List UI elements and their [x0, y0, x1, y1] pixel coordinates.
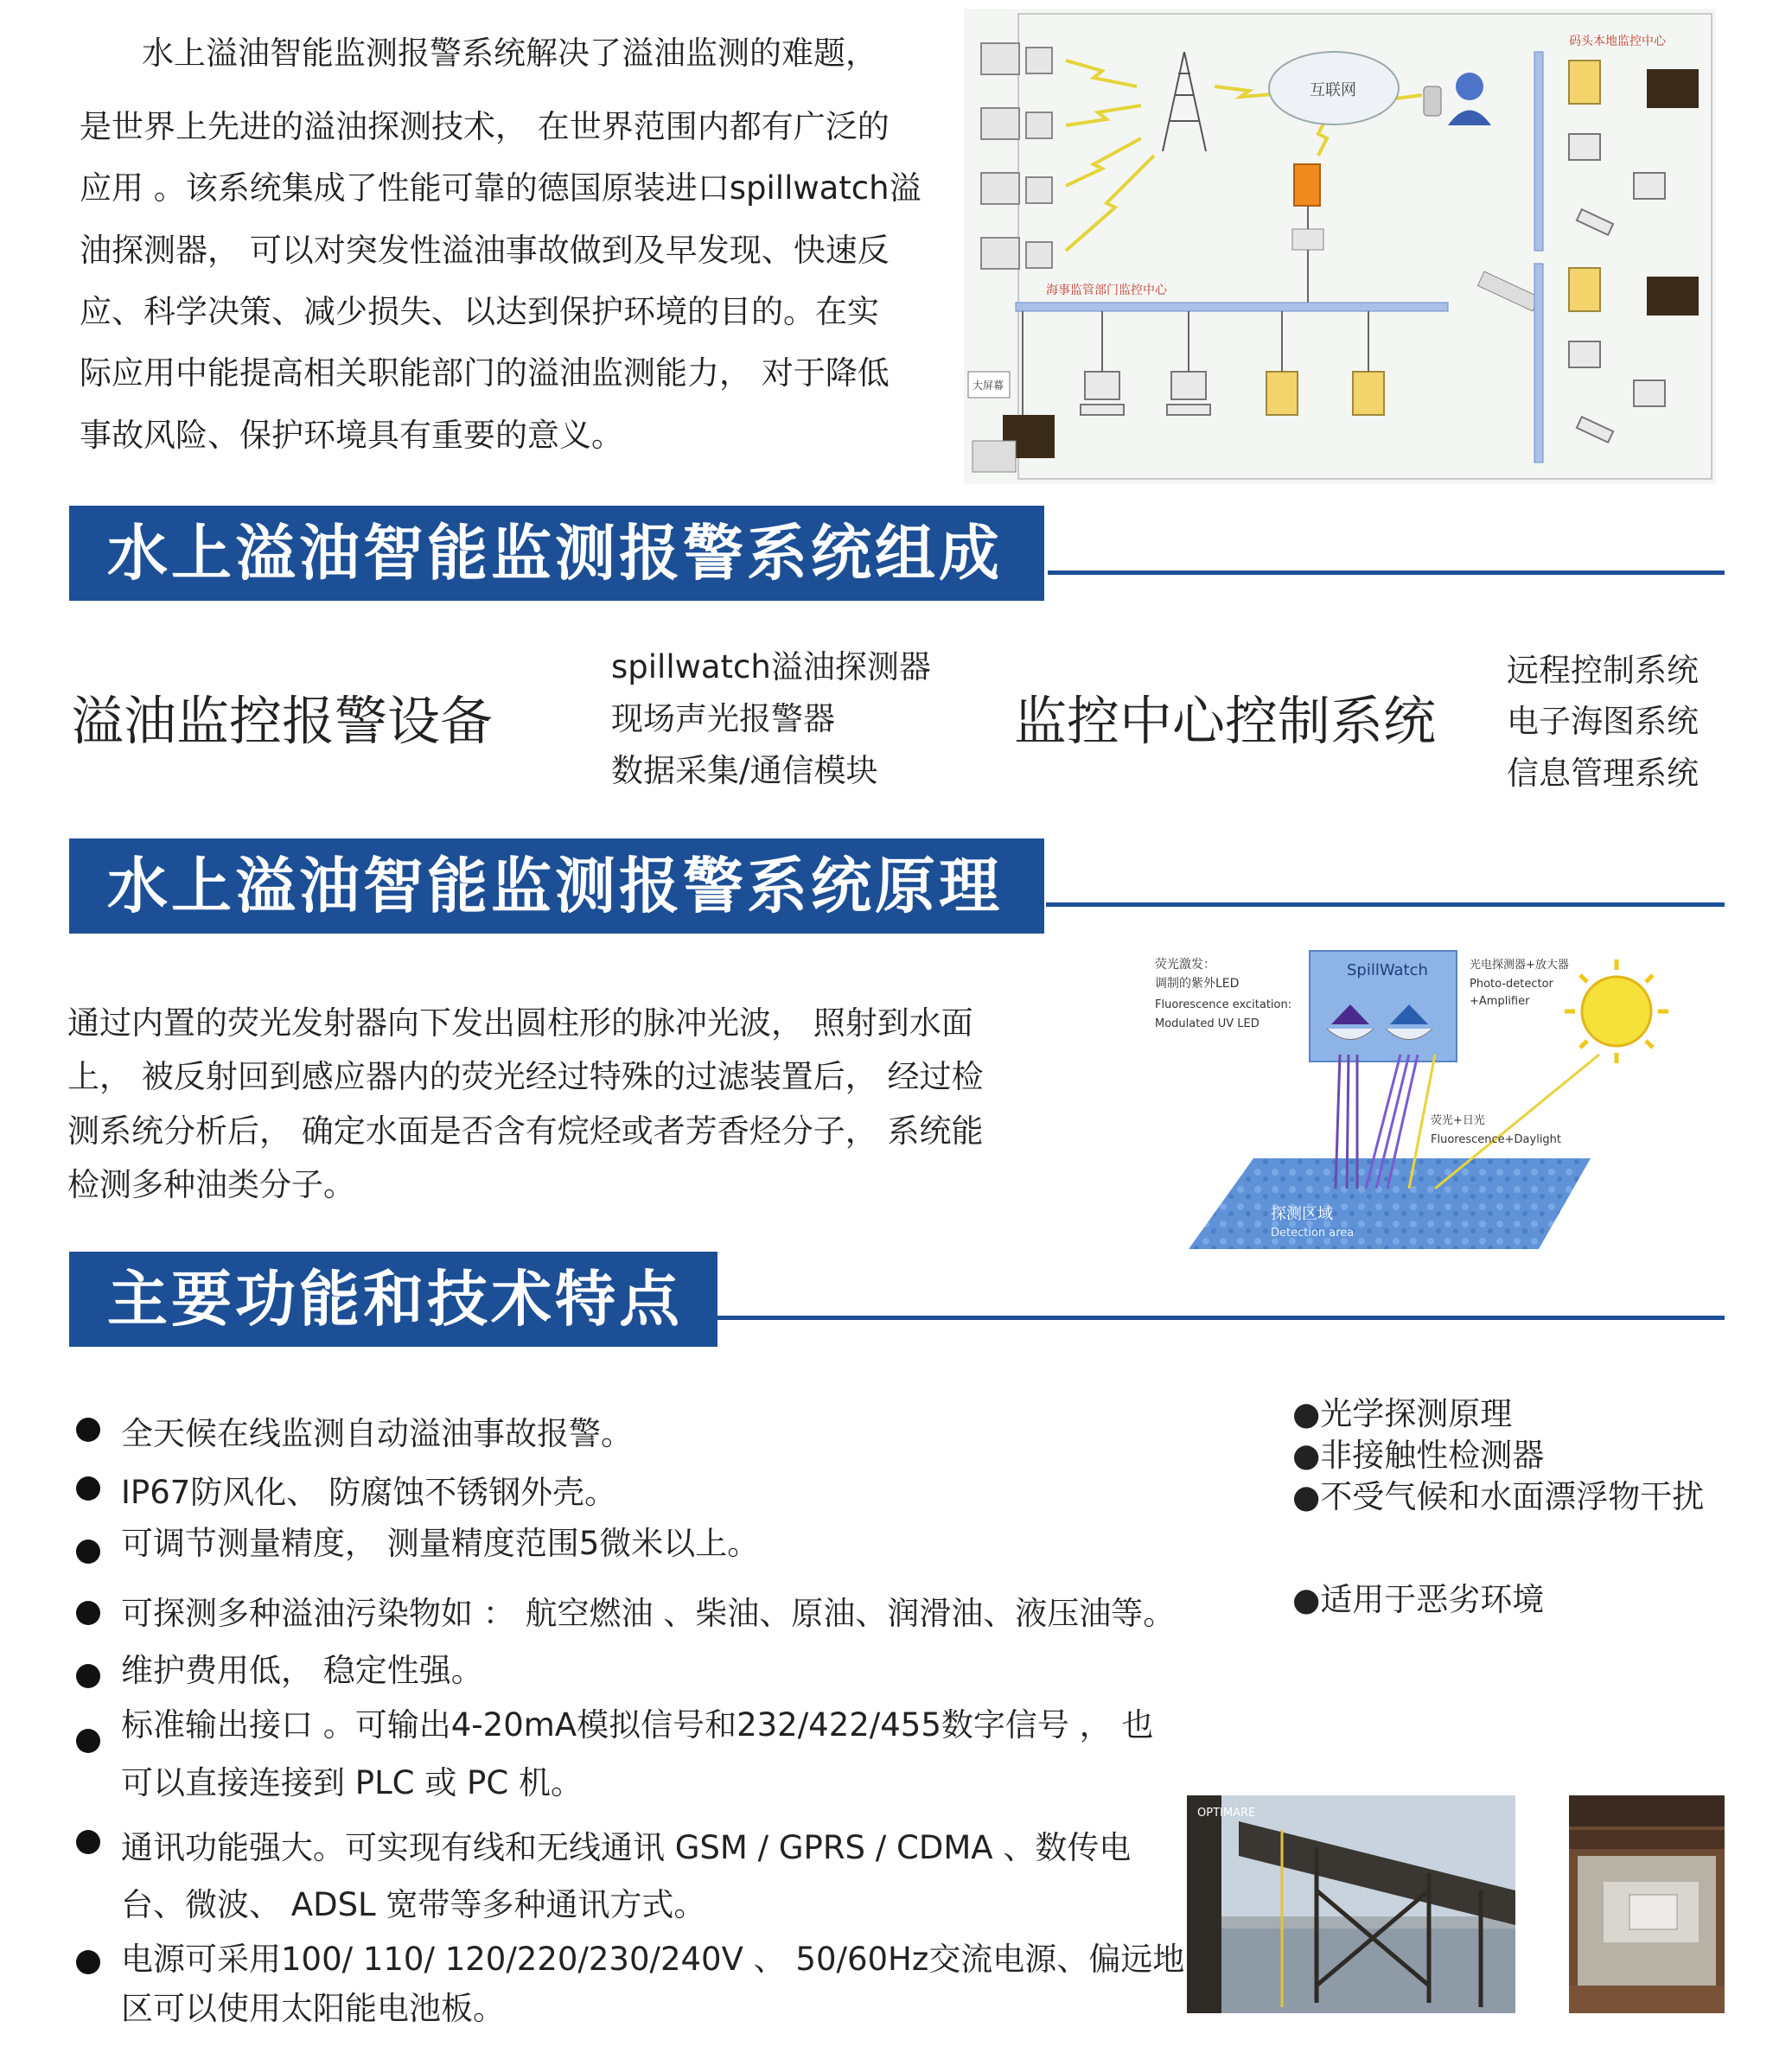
list-item: 信息管理系统 — [1507, 755, 1699, 792]
installation-photo-sensor — [1569, 1795, 1725, 2013]
bullet-icon — [76, 1950, 100, 1974]
section-rule — [717, 1316, 1725, 1320]
water-label-en: Detection area — [1271, 1227, 1355, 1240]
intro-line: 应、科学决策、减少损失、以达到保护环境的目的。在实 — [80, 293, 879, 330]
intro-line: 油探测器， 可以对突发性溢油事故做到及早发现、快速反 — [80, 232, 890, 269]
bullet-icon — [76, 1830, 100, 1854]
feature-item: 通讯功能强大。可实现有线和无线通讯 GSM / GPRS / CDMA 、数传电 — [121, 1829, 1132, 1866]
intro-line: 水上溢油智能监测报警系统解决了溢油监测的难题， — [142, 35, 877, 72]
screen-label: 大屏幕 — [973, 379, 1004, 392]
list-item: 数据采集/通信模块 — [611, 752, 878, 789]
feature-item: 电源可采用100/ 110/ 120/220/230/240V 、 50/60Hz交流电源、偏远地 — [121, 1941, 1185, 1978]
side-feature: ●光学探测原理 — [1292, 1395, 1513, 1432]
network-topology-diagram — [964, 9, 1716, 484]
bullet-icon — [76, 1729, 100, 1753]
list-item: 现场声光报警器 — [611, 700, 835, 737]
right-center-label: 码头本地监控中心 — [1569, 35, 1666, 48]
left-label-cn: 荧光激发： — [1155, 958, 1215, 972]
water-label-cn: 探测区域 — [1271, 1205, 1333, 1223]
photo-brand: OPTIMARE — [1197, 1807, 1256, 1820]
left-label-en1: Fluorescence excitation: — [1155, 998, 1292, 1011]
bullet-icon — [76, 1418, 100, 1442]
principle-line: 上， 被反射回到感应器内的荧光经过特殊的过滤装置后， 经过检 — [67, 1058, 984, 1095]
principle-line: 检测多种油类分子。 — [67, 1166, 355, 1203]
list-item: 远程控制系统 — [1507, 652, 1699, 689]
feature-item-cont: 台、微波、 ADSL 宽带等多种通讯方式。 — [121, 1886, 706, 1923]
list-item: 电子海图系统 — [1507, 703, 1699, 740]
intro-line: 应用 。该系统集成了性能可靠的德国原装进口spillwatch溢 — [80, 169, 922, 207]
feature-item: 可调节测量精度， 测量精度范围5微米以上。 — [121, 1525, 760, 1562]
right-label-en1: Photo-detector — [1470, 978, 1553, 991]
section-title-features: 主要功能和技术特点 — [69, 1252, 717, 1347]
section-rule — [1048, 571, 1725, 575]
group-label-control-system: 监控中心控制系统 — [1014, 691, 1437, 752]
intro-line: 是世界上先进的溢油探测技术， 在世界范围内都有广泛的 — [80, 108, 890, 145]
group-label-alarm-equipment: 溢油监控报警设备 — [71, 691, 494, 752]
list-item: spillwatch溢油探测器 — [611, 648, 931, 685]
device-label: SpillWatch — [1347, 961, 1428, 979]
feature-item: 标准输出接口 。可输出4-20mA模拟信号和232/422/455数字信号 ， 也 — [121, 1706, 1154, 1744]
side-feature: ●不受气候和水面漂浮物干扰 — [1292, 1478, 1705, 1515]
left-label-en2: Modulated UV LED — [1155, 1017, 1260, 1030]
feature-item: 维护费用低， 稳定性强。 — [121, 1652, 483, 1689]
internet-label: 互联网 — [1310, 81, 1356, 99]
installation-photo-bridge — [1187, 1795, 1515, 2013]
intro-line: 际应用中能提高相关职能部门的溢油监测能力， 对于降低 — [80, 354, 890, 392]
section-rule — [1046, 902, 1725, 907]
mid-label-cn: 荧光+日光 — [1431, 1114, 1485, 1127]
bullet-icon — [76, 1476, 100, 1501]
intro-line: 事故风险、保护环境具有重要的意义。 — [80, 417, 623, 454]
detection-principle-diagram — [1150, 942, 1686, 1253]
principle-line: 通过内置的荧光发射器向下发出圆柱形的脉冲光波， 照射到水面 — [67, 1004, 973, 1042]
mid-label-en: Fluorescence+Daylight — [1431, 1133, 1562, 1146]
section-title-composition: 水上溢油智能监测报警系统组成 — [69, 506, 1044, 601]
right-label-en2: +Amplifier — [1470, 995, 1530, 1008]
feature-item: IP67防风化、 防腐蚀不锈钢外壳。 — [121, 1474, 617, 1511]
right-label-cn: 光电探测器+放大器 — [1470, 959, 1569, 972]
principle-line: 测系统分析后， 确定水面是否含有烷烃或者芳香烃分子， 系统能 — [67, 1113, 984, 1150]
feature-item: 全天候在线监测自动溢油事故报警。 — [121, 1415, 633, 1452]
side-feature: ●非接触性检测器 — [1292, 1437, 1545, 1474]
left-label-cn2: 调制的紫外LED — [1155, 977, 1240, 991]
bullet-icon — [76, 1601, 100, 1625]
feature-item-cont: 区可以使用太阳能电池板。 — [121, 1990, 505, 2027]
section-title-principle: 水上溢油智能监测报警系统原理 — [69, 838, 1044, 934]
bullet-icon — [76, 1540, 100, 1564]
feature-item: 可探测多种溢油污染物如 ： 航空燃油 、柴油、原油、润滑油、液压油等。 — [121, 1595, 1176, 1632]
bullet-icon — [76, 1664, 100, 1688]
feature-item-cont: 可以直接连接到 PLC 或 PC 机。 — [121, 1764, 583, 1801]
left-center-label: 海事监管部门监控中心 — [1046, 284, 1167, 297]
side-feature: ●适用于恶劣环境 — [1292, 1581, 1545, 1618]
